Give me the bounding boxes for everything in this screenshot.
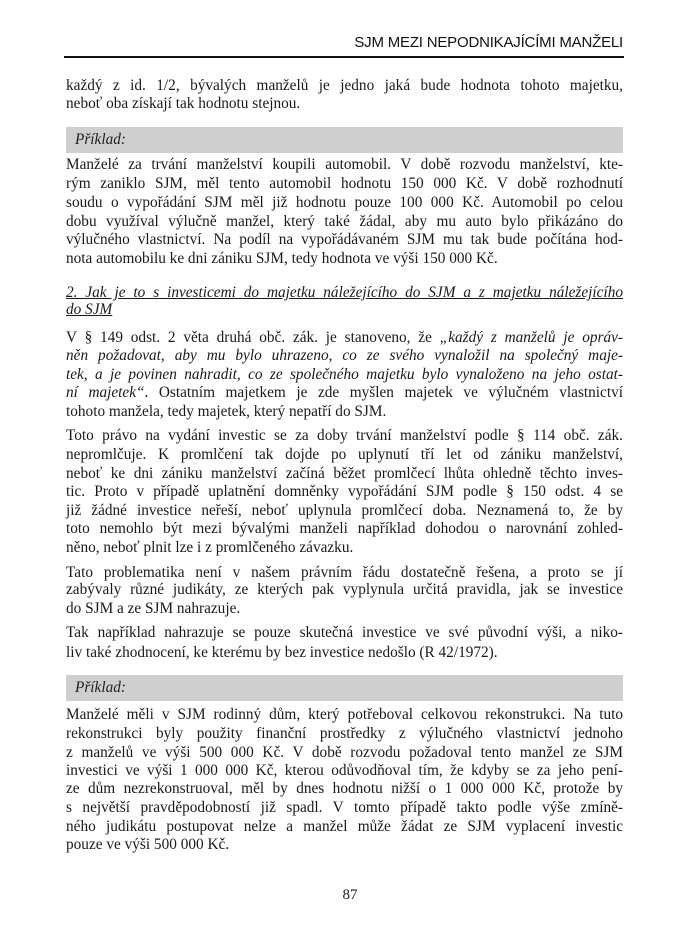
text-segment: V § 149 odst. 2 věta druhá obč. zák. je stanoveno, že [66,329,440,346]
quoted-text: „každý z manželů je opráv- [439,329,623,346]
paragraph-line: nepromlčuje. K promlčení tak dojde po uplynutí tří let od zániku manželství, [66,446,623,463]
paragraph-line: tohoto manžela, tedy majetek, který nepatří do SJM. [66,403,387,420]
paragraph-line: soudu o vypořádání SJM měl již hodnotu pouze 100 000 Kč. Automobil po celou [66,194,623,211]
paragraph-line: neboť ke dni zániku manželství začíná běžet promlčecí lhůta ohledně těchto inves- [66,465,623,482]
paragraph-line: výlučného vlastnictví. Na podíl na vypořádávaném SJM mu tak bude počítána hod- [66,231,623,248]
paragraph-line [66,383,623,402]
paragraph-line: z manželů ve výši 500 000 Kč. V době rozvodu požadoval tento manžel ze SJM [66,744,623,761]
example-box [66,675,623,701]
paragraph-line: Tato problematika není v našem právním řádu dostatečně řešena, a proto se jí [66,564,623,581]
paragraph-line [66,346,623,365]
paragraph-line: tic. Proto v případě uplatnění domněnky vypořádání SJM podle § 150 odst. 4 se [66,483,623,500]
paragraph-line: investici ve výši 1 000 000 Kč, kterou odůvodňoval tím, že kdyby se za jeho pení- [66,762,623,779]
running-header: SJM MEZI NEPODNIKAJÍCÍMI MANŽELI [354,34,623,51]
header-rule [64,56,624,58]
paragraph-line: liv také zhodnocení, ke kterému by bez investice nedošlo (R 42/1972). [66,644,498,661]
paragraph-line: každý z id. 1/2, bývalých manželů je jedno jaká bude hodnota tohoto majetku, [66,77,623,94]
paragraph-line: s největší pravděpodobností již spadl. V tomto případě takto podle výše zmíně- [66,799,623,816]
paragraph-line: neboť oba získají tak hodnotu stejnou. [66,95,301,112]
example-label: Příklad: [75,679,126,696]
paragraph-line: Manželé za trvání manželství koupili automobil. V době rozvodu manželství, kte- [66,156,623,173]
section-heading-line: 2. Jak je to s investicemi do majetku náležejícího do SJM a z majetku náležejícího [66,284,623,301]
quoted-text: tek, a je povinen nahradit, co ze společného majetku bylo vynaloženo na jeho ostat- [66,366,623,383]
paragraph-line: zabývaly různé judikáty, ze kterých pak vyplynula určitá pravidla, jak se investice [66,581,623,598]
paragraph-line: pouze ve výši 500 000 Kč. [66,836,230,853]
example-label: Příklad: [75,131,126,148]
paragraph-line: rým zaniklo SJM, měl tento automobil hodnotu 150 000 Kč. V době rozhodnutí [66,175,623,192]
quoted-text: ní majetek“ [66,384,145,401]
paragraph-line: ného judikátu postupovat nelze a manžel může žádat ze SJM vyplacení investic [66,818,623,835]
section-heading-line: do SJM [66,301,113,318]
paragraph-line: rekonstrukci byly použity finanční prostředky z výlučného vlastnictví jednoho [66,725,623,742]
paragraph-line: Toto právo na vydání investic se za doby trvání manželství podle § 114 obč. zák. [66,427,623,444]
text-segment: . Ostatním majetkem je zde myšlen majetek ve výlučném vlastnictví [144,384,623,401]
paragraph-line: nota automobilu ke dni zániku SJM, tedy hodnota ve výši 150 000 Kč. [66,250,498,267]
paragraph-line [66,328,623,347]
example-box [66,127,623,153]
page-number: 87 [342,887,358,903]
paragraph-line: toto nemohlo být mezi bývalými manželi například dohodou o narovnání zohled- [66,520,623,537]
paragraph-line: Tak například nahrazuje se pouze skutečná investice ve své původní výši, a niko- [66,624,623,641]
paragraph-line [66,365,623,384]
paragraph-line: ze dům nezrekonstruoval, měl by dnes hodnotu nižší o 1 000 000 Kč, protože by [66,780,623,797]
paragraph-line: dobu využíval výlučně manžel, který také žádal, aby mu auto bylo přikázáno do [66,213,623,230]
paragraph-line: do SJM a ze SJM nahrazuje. [66,600,241,617]
paragraph-line: Manželé měli v SJM rodinný dům, který potřeboval celkovou rekonstrukci. Na tuto [66,706,623,723]
paragraph-line: již žádné investice neřeší, neboť uplynula promlčecí doba. Neznamená to, že by [66,502,623,519]
paragraph-line: něno, neboť plnit lze i z promlčeného závazku. [66,539,354,556]
quoted-text: něn požadovat, aby mu bylo uhrazeno, co ze svého vynaložil na společný maje- [66,347,623,364]
